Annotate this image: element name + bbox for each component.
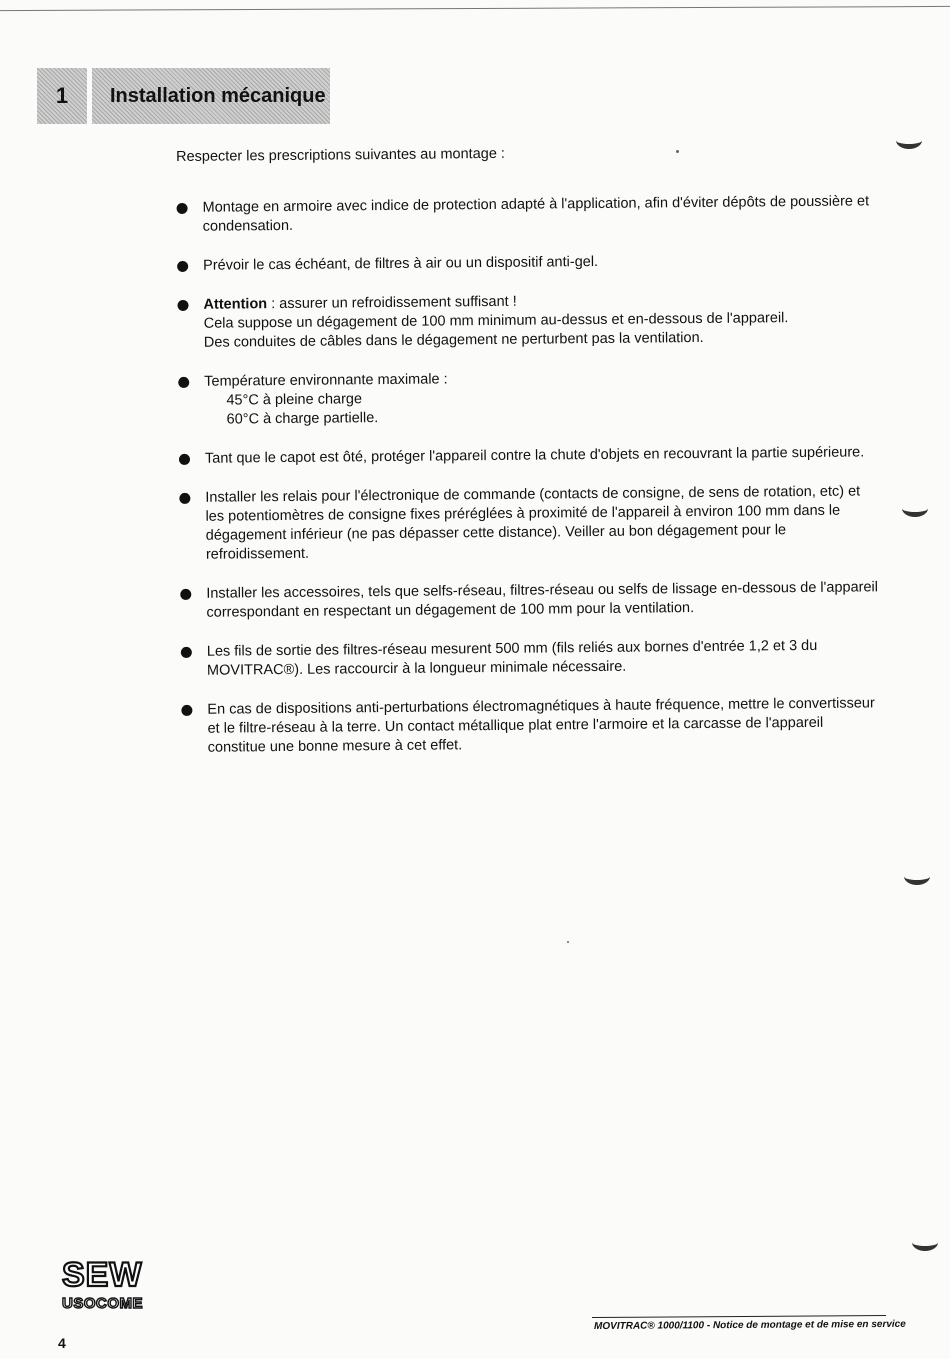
attention-label: Attention	[203, 296, 268, 313]
footer-rule	[592, 1315, 886, 1318]
chapter-header	[37, 68, 330, 124]
scan-speck	[676, 150, 679, 153]
chapter-number: 1	[37, 68, 87, 124]
bullet-icon	[179, 454, 190, 465]
logo-graphic	[60, 1254, 172, 1314]
page-number: 4	[58, 1335, 66, 1351]
list-item	[178, 366, 879, 430]
punch-hole-icon	[904, 868, 930, 885]
footer-text: MOVITRAC® 1000/1100 - Notice de montage et de mise en service	[594, 1318, 906, 1332]
list-item-text: En cas de dispositions anti-perturbations électromagnétiques à haute fréquence, mettre le convertisseur et le filtre-réseau à la terre. Un contact métallique plat entre l'armoire et la carcasse de l'appareil constitue une bonne mesure à cet effet.	[207, 695, 875, 756]
list-item	[180, 578, 880, 623]
chapter-title: Installation mécanique	[92, 68, 330, 124]
bullet-icon	[181, 705, 192, 716]
list-item	[177, 289, 878, 353]
logo-line2: USOCOME	[62, 1295, 144, 1312]
scan-speck	[567, 941, 569, 943]
list-item	[181, 694, 882, 758]
bullet-icon	[177, 300, 188, 311]
bullet-icon	[181, 647, 192, 658]
bullet-list	[176, 192, 881, 758]
bullet-icon	[179, 493, 190, 504]
list-item	[177, 250, 877, 276]
list-item-text: Montage en armoire avec indice de protection adapté à l'application, afin d'éviter dépôts de poussière et condensation.	[202, 193, 870, 235]
list-item-text: : assurer un refroidissement suffisant !	[267, 293, 517, 313]
list-item-text: Tant que le capot est ôté, protéger l'appareil contre la chute d'objets en recouvrant la partie supérieure.	[204, 444, 865, 467]
list-item	[179, 482, 880, 565]
bullet-icon	[178, 377, 189, 388]
logo-line1: SEW	[62, 1256, 143, 1294]
sew-usocome-logo	[60, 1254, 172, 1314]
list-item	[176, 192, 876, 237]
temperature-partial-load: 60°C à charge partielle.	[226, 410, 379, 428]
list-item-line: Cela suppose un dégagement de 100 mm minimum au-dessus et en-dessous de l'appareil.	[203, 310, 789, 332]
list-item	[181, 636, 881, 681]
list-item-text: Les fils de sortie des filtres-réseau mesurent 500 mm (fils reliés aux bornes d'entrée 1,2 et 3 du MOVITRAC®). Les raccourcir à la longueur minimale nécessaire.	[206, 637, 818, 679]
bullet-icon	[177, 203, 188, 214]
bullet-icon	[177, 261, 188, 272]
bullet-icon	[180, 589, 191, 600]
page-content	[176, 141, 882, 778]
punch-hole-icon	[902, 500, 928, 517]
temperature-full-load: 45°C à pleine charge	[226, 391, 363, 409]
list-item	[179, 443, 879, 469]
punch-hole-icon	[912, 1234, 938, 1251]
punch-hole-icon	[896, 132, 922, 149]
list-item-text: Température environnante maximale :	[204, 371, 448, 390]
top-rule	[0, 6, 950, 11]
list-item-text: Prévoir le cas échéant, de filtres à air ou un dispositif anti-gel.	[203, 253, 599, 274]
list-item-line: Des conduites de câbles dans le dégagement ne perturbent pas la ventilation.	[203, 329, 704, 351]
list-item-text: Installer les accessoires, tels que selfs-réseau, filtres-réseau ou selfs de lissage en-dessous de l'appareil correspondant en respectant un dégagement de 100 mm pour la ventilation.	[206, 579, 879, 621]
list-item-text: Installer les relais pour l'électronique de commande (contacts de consigne, de sens de rotation, etc) et les potentiomètres de consigne fixes préréglées à proximité de l'appareil à environ 100 mm dans le dégagement inférieur (ne pas dépasser cette distance). Veiller au bon dégagement pour le refroidissement.	[205, 483, 861, 563]
intro-text: Respecter les prescriptions suivantes au montage :	[176, 145, 505, 165]
